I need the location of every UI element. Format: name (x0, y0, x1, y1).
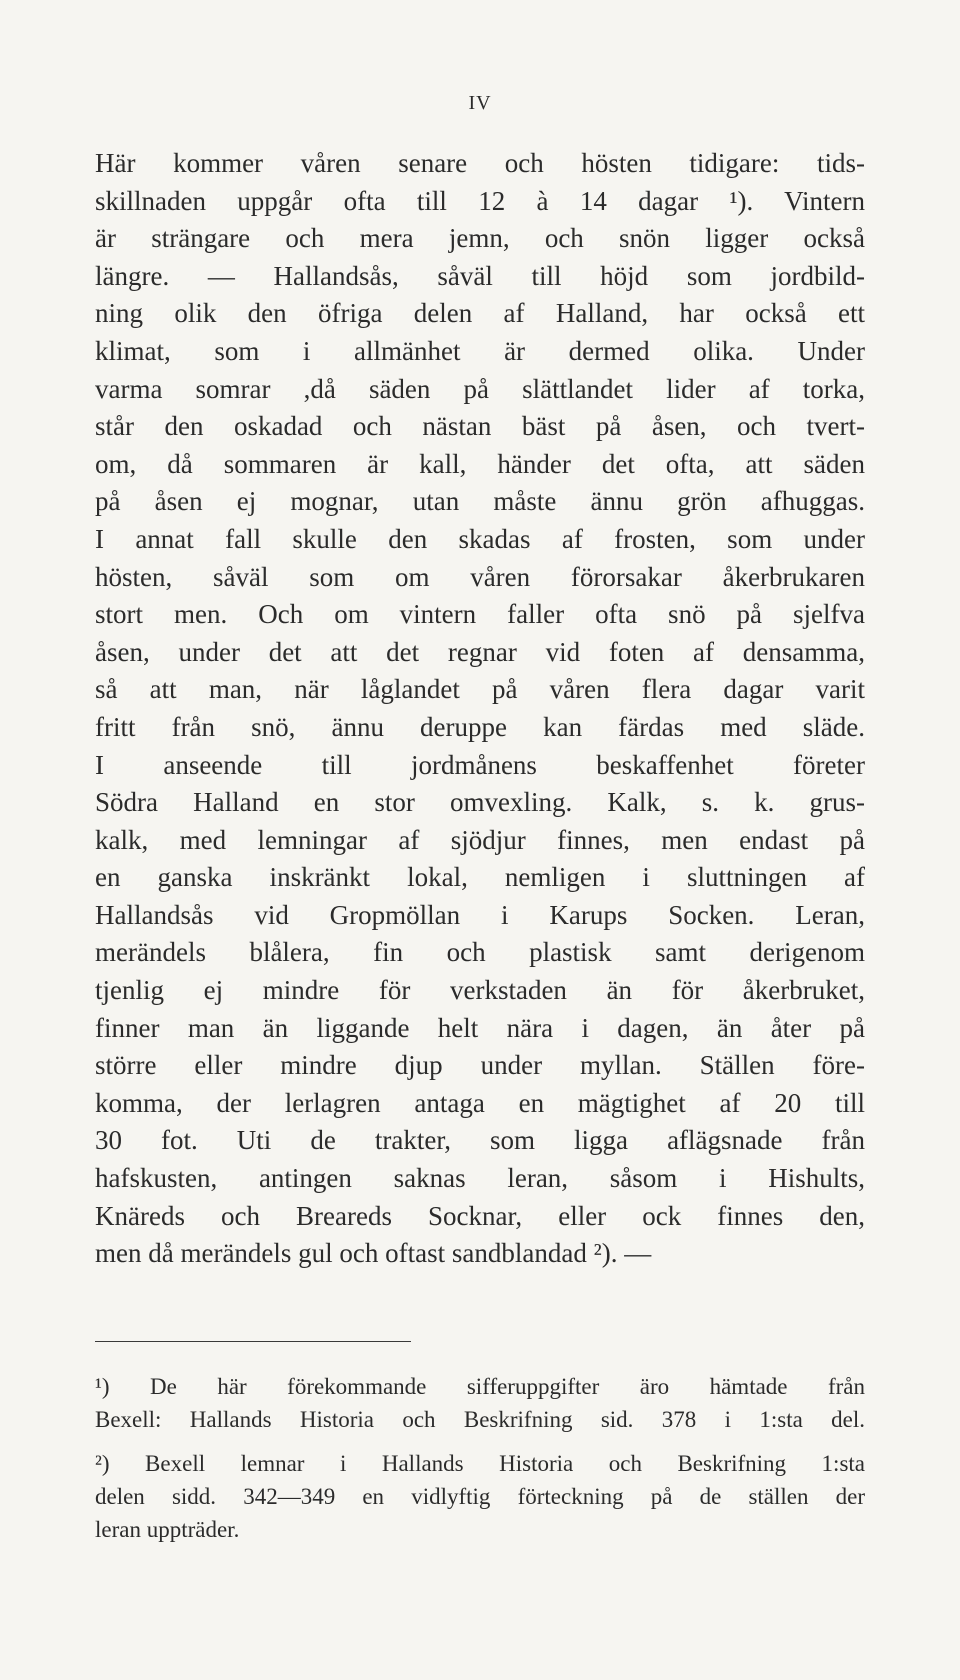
text-line: Knäreds och Breareds Socknar, eller ock finnes den, (95, 1200, 865, 1231)
text-line: om, då sommaren är kall, händer det ofta, att säden (95, 448, 865, 479)
footnote-line: leran uppträder. (95, 1517, 240, 1542)
text-line: kalk, med lemningar af sjödjur finnes, men endast på (95, 824, 865, 855)
footnote-line: ²) Bexell lemnar i Hallands Historia och Beskrifning 1:sta (95, 1451, 865, 1476)
text-line: på åsen ej mognar, utan måste ännu grön afhuggas. (95, 486, 865, 517)
text-line: fritt från snö, ännu deruppe kan färdas med släde. (95, 711, 865, 742)
text-line: klimat, som i allmänhet är dermed olika. Under (95, 335, 865, 366)
body-text (95, 145, 865, 1273)
footnote-line: delen sidd. 342—349 en vidlyftig förteckning på de ställen der (95, 1484, 865, 1509)
footnote-separator (95, 1341, 411, 1342)
text-line: åsen, under det att det regnar vid foten af densamma, (95, 636, 865, 667)
text-line: Hallandsås vid Gropmöllan i Karups Socken. Leran, (95, 899, 865, 930)
text-line: men då merändels gul och oftast sandblandad ²). — (95, 1238, 652, 1269)
footnote-1 (95, 1370, 865, 1436)
text-line: hafskusten, antingen saknas leran, såsom i Hishults, (95, 1163, 865, 1194)
text-line: 30 fot. Uti de trakter, som ligga aflägsnade från (95, 1125, 865, 1156)
footnote-line: ¹) De här förekommande sifferuppgifter äro hämtade från (95, 1374, 865, 1399)
footnote-2 (95, 1447, 865, 1546)
text-line: Här kommer våren senare och hösten tidigare: tids- (95, 148, 865, 178)
text-line: står den oskadad och nästan bäst på åsen, och tvert- (95, 411, 865, 442)
footnote-line: Bexell: Hallands Historia och Beskrifning sid. 378 i 1:sta del. (95, 1407, 865, 1432)
text-line: tjenlig ej mindre för verkstaden än för åkerbruket, (95, 975, 865, 1006)
text-line: ning olik den öfriga delen af Halland, har också ett (95, 298, 865, 329)
text-line: I anseende till jordmånens beskaffenhet företer (95, 749, 865, 780)
text-line: Södra Halland en stor omvexling. Kalk, s. k. grus- (95, 787, 865, 818)
text-line: en ganska inskränkt lokal, nemligen i sluttningen af (95, 862, 865, 893)
text-line: finner man än liggande helt nära i dagen, än åter på (95, 1012, 865, 1043)
text-line: är strängare och mera jemn, och snön ligger också (95, 223, 865, 254)
text-line: hösten, såväl som om våren förorsakar åkerbrukaren (95, 561, 865, 592)
text-line: längre. — Hallandsås, såväl till höjd som jordbild- (95, 260, 865, 291)
text-line: varma somrar ,då säden på slättlandet lider af torka, (95, 373, 865, 404)
text-line: stort men. Och om vintern faller ofta snö på sjelfva (95, 599, 865, 630)
text-line: I annat fall skulle den skadas af frosten, som under (95, 523, 865, 554)
text-line: större eller mindre djup under myllan. Ställen före- (95, 1050, 865, 1081)
text-line: skillnaden uppgår ofta till 12 à 14 dagar ¹). Vintern (95, 185, 865, 216)
footnotes (95, 1370, 865, 1546)
text-line: merändels blålera, fin och plastisk samt derigenom (95, 937, 865, 968)
text-line: så att man, när låglandet på våren flera dagar varit (95, 674, 865, 705)
page-number: IV (468, 92, 492, 114)
text-line: komma, der lerlagren antaga en mägtighet af 20 till (95, 1087, 865, 1118)
